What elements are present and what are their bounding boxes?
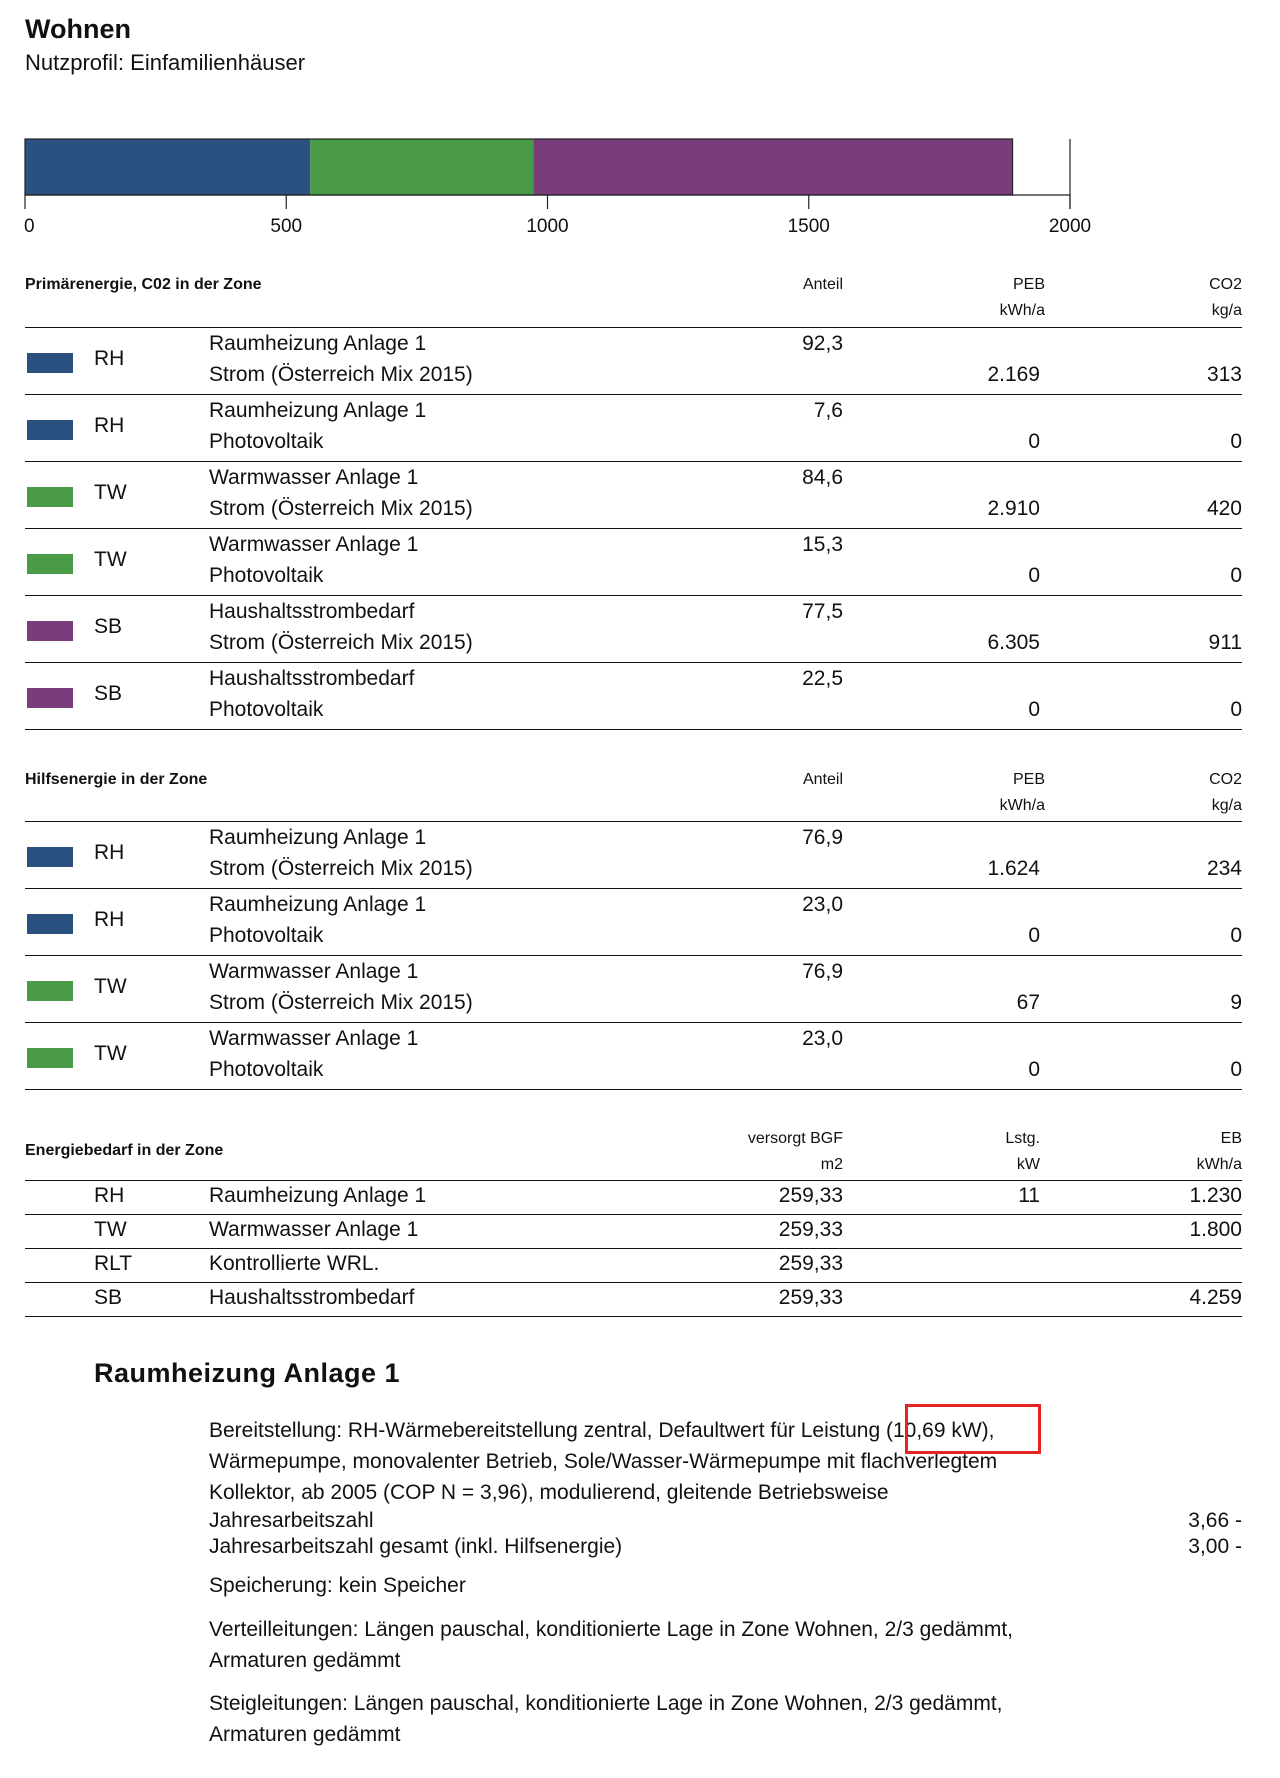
row-code: RH (94, 908, 125, 931)
row-source: Photovoltaik (209, 430, 324, 453)
row-code: RH (94, 841, 125, 864)
bar-segment-tw (310, 139, 533, 195)
auxiliary-col-peb: PEB (1012, 771, 1045, 788)
row-bgf: 259,33 (778, 1184, 843, 1207)
row-code: TW (94, 975, 127, 998)
row-peb: 0 (1028, 564, 1040, 587)
row-name: Haushaltsstrombedarf (209, 1286, 415, 1309)
row-name: Raumheizung Anlage 1 (209, 332, 427, 355)
color-swatch (27, 621, 73, 641)
row-code: TW (94, 548, 127, 571)
row-peb: 0 (1028, 430, 1040, 453)
row-code: SB (94, 615, 123, 638)
row-co2: 420 (1206, 497, 1242, 520)
auxiliary-col-anteil: Anteil (802, 771, 843, 788)
demand-col-lstg: Lstg. (1005, 1130, 1040, 1147)
row-anteil: 76,9 (802, 826, 843, 849)
row-co2: 0 (1230, 924, 1242, 947)
row-code: TW (94, 1042, 127, 1065)
row-name: Kontrollierte WRL. (209, 1252, 380, 1275)
row-anteil: 92,3 (802, 332, 843, 355)
row-source: Photovoltaik (209, 1058, 324, 1081)
row-source: Strom (Österreich Mix 2015) (209, 631, 473, 654)
x-tick-label: 1500 (787, 216, 830, 237)
row-code: RH (94, 414, 125, 437)
row-co2: 0 (1230, 698, 1242, 721)
provision-line-1: Bereitstellung: RH-Wärmebereitstellung zentral, Defaultwert für Leistung (10,69 kW), (209, 1419, 995, 1442)
color-swatch (27, 981, 73, 1001)
bar-segment-rh (25, 139, 310, 195)
demand-header-rule (25, 1180, 1242, 1181)
row-co2: 313 (1206, 363, 1242, 386)
row-divider (25, 1248, 1242, 1249)
x-tick-label: 2000 (1048, 216, 1092, 237)
auxiliary-col-co2: CO2 (1209, 771, 1242, 788)
stacked-bar-chart (0, 0, 1280, 245)
jaz-label: Jahresarbeitszahl (209, 1509, 374, 1532)
row-source: Photovoltaik (209, 564, 324, 587)
provision-line-2: Wärmepumpe, monovalenter Betrieb, Sole/Wasser-Wärmepumpe mit flachverlegtem (209, 1450, 998, 1473)
row-divider (25, 1316, 1242, 1317)
row-eb: 4.259 (1189, 1286, 1242, 1309)
storage-text: Speicherung: kein Speicher (209, 1574, 466, 1597)
row-name: Raumheizung Anlage 1 (209, 826, 427, 849)
row-co2: 0 (1230, 564, 1242, 587)
provision-line-3: Kollektor, ab 2005 (COP N = 3,96), modulierend, gleitende Betriebsweise (209, 1481, 889, 1504)
color-swatch (27, 914, 73, 934)
demand-col-eb: EB (1220, 1130, 1242, 1147)
row-name: Warmwasser Anlage 1 (209, 1218, 419, 1241)
row-eb: 1.800 (1189, 1218, 1242, 1241)
row-divider (25, 1282, 1242, 1283)
demand-col-bgf: versorgt BGF (747, 1130, 843, 1147)
row-anteil: 84,6 (802, 466, 843, 489)
color-swatch (27, 353, 73, 373)
row-anteil: 15,3 (802, 533, 843, 556)
jaz-total-value: 3,00 - (1188, 1535, 1242, 1558)
color-swatch (27, 554, 73, 574)
primary-col-peb-unit: kWh/a (999, 302, 1045, 319)
row-divider (25, 955, 1242, 956)
row-divider (25, 528, 1242, 529)
row-co2: 234 (1206, 857, 1242, 880)
row-code: RLT (94, 1252, 133, 1275)
row-name: Haushaltsstrombedarf (209, 600, 415, 623)
primary-col-peb: PEB (1012, 276, 1045, 293)
x-tick-label: 500 (270, 216, 303, 237)
row-name: Warmwasser Anlage 1 (209, 1027, 419, 1050)
row-code: TW (94, 481, 127, 504)
row-divider (25, 461, 1242, 462)
demand-heading: Energiebedarf in der Zone (25, 1142, 224, 1159)
row-co2: 911 (1208, 631, 1242, 654)
row-divider (25, 595, 1242, 596)
x-tick-label: 0 (24, 216, 35, 237)
row-bgf: 259,33 (778, 1286, 843, 1309)
row-divider (25, 662, 1242, 663)
color-swatch (27, 1048, 73, 1068)
primary-header-rule (25, 327, 1242, 328)
color-swatch (27, 688, 73, 708)
row-peb: 2.169 (987, 363, 1040, 386)
row-source: Photovoltaik (209, 924, 324, 947)
row-peb: 2.910 (987, 497, 1040, 520)
row-bgf: 259,33 (778, 1252, 843, 1275)
page-title: Wohnen (25, 14, 131, 44)
row-lstg: 11 (1018, 1184, 1040, 1207)
jaz-value: 3,66 - (1188, 1509, 1242, 1532)
row-anteil: 77,5 (802, 600, 843, 623)
row-divider (25, 1089, 1242, 1090)
row-co2: 0 (1230, 1058, 1242, 1081)
row-name: Raumheizung Anlage 1 (209, 893, 427, 916)
x-tick-label: 1000 (526, 216, 569, 237)
color-swatch (27, 847, 73, 867)
highlight-box (905, 1404, 1041, 1454)
primary-col-anteil: Anteil (802, 276, 843, 293)
row-name: Raumheizung Anlage 1 (209, 399, 427, 422)
row-divider (25, 888, 1242, 889)
row-peb: 0 (1028, 924, 1040, 947)
row-code: SB (94, 1286, 123, 1309)
row-divider (25, 1214, 1242, 1215)
auxiliary-heading: Hilfsenergie in der Zone (25, 771, 208, 788)
row-name: Haushaltsstrombedarf (209, 667, 415, 690)
row-peb: 6.305 (987, 631, 1040, 654)
row-anteil: 76,9 (802, 960, 843, 983)
page-subtitle: Nutzprofil: Einfamilienhäuser (25, 50, 306, 75)
demand-col-lstg-unit: kW (1016, 1156, 1040, 1173)
row-code: TW (94, 1218, 127, 1241)
color-swatch (27, 487, 73, 507)
row-peb: 67 (1016, 991, 1040, 1014)
row-anteil: 23,0 (802, 1027, 843, 1050)
row-source: Strom (Österreich Mix 2015) (209, 857, 473, 880)
row-code: SB (94, 682, 123, 705)
bar-segment-sb (533, 139, 1012, 195)
row-source: Strom (Österreich Mix 2015) (209, 991, 473, 1014)
auxiliary-header-rule (25, 821, 1242, 822)
row-anteil: 7,6 (813, 399, 843, 422)
row-co2: 0 (1230, 430, 1242, 453)
distribution-line-1: Verteilleitungen: Längen pauschal, konditionierte Lage in Zone Wohnen, 2/3 gedämmt, (209, 1618, 1013, 1641)
row-bgf: 259,33 (778, 1218, 843, 1241)
row-peb: 1.624 (987, 857, 1040, 880)
row-name: Warmwasser Anlage 1 (209, 533, 419, 556)
row-peb: 0 (1028, 698, 1040, 721)
row-co2: 9 (1230, 991, 1242, 1014)
row-source: Strom (Österreich Mix 2015) (209, 497, 473, 520)
row-divider (25, 729, 1242, 730)
row-name: Warmwasser Anlage 1 (209, 960, 419, 983)
jaz-total-label: Jahresarbeitszahl gesamt (inkl. Hilfsenergie) (209, 1535, 623, 1558)
auxiliary-col-peb-unit: kWh/a (999, 797, 1045, 814)
primary-col-co2: CO2 (1209, 276, 1242, 293)
row-source: Strom (Österreich Mix 2015) (209, 363, 473, 386)
demand-col-bgf-unit: m2 (820, 1156, 843, 1173)
demand-col-eb-unit: kWh/a (1196, 1156, 1242, 1173)
auxiliary-col-co2-unit: kg/a (1211, 797, 1242, 814)
row-source: Photovoltaik (209, 698, 324, 721)
row-divider (25, 1022, 1242, 1023)
row-eb: 1.230 (1189, 1184, 1242, 1207)
system-heading: Raumheizung Anlage 1 (94, 1358, 401, 1388)
row-name: Warmwasser Anlage 1 (209, 466, 419, 489)
primary-col-co2-unit: kg/a (1211, 302, 1242, 319)
row-anteil: 23,0 (802, 893, 843, 916)
row-code: RH (94, 347, 125, 370)
distribution-line-2: Armaturen gedämmt (209, 1649, 401, 1672)
row-peb: 0 (1028, 1058, 1040, 1081)
row-divider (25, 394, 1242, 395)
risers-line-1: Steigleitungen: Längen pauschal, konditionierte Lage in Zone Wohnen, 2/3 gedämmt, (209, 1692, 1003, 1715)
primary-heading: Primärenergie, C02 in der Zone (25, 276, 262, 293)
row-anteil: 22,5 (802, 667, 843, 690)
color-swatch (27, 420, 73, 440)
risers-line-2: Armaturen gedämmt (209, 1723, 401, 1746)
row-name: Raumheizung Anlage 1 (209, 1184, 427, 1207)
row-code: RH (94, 1184, 125, 1207)
